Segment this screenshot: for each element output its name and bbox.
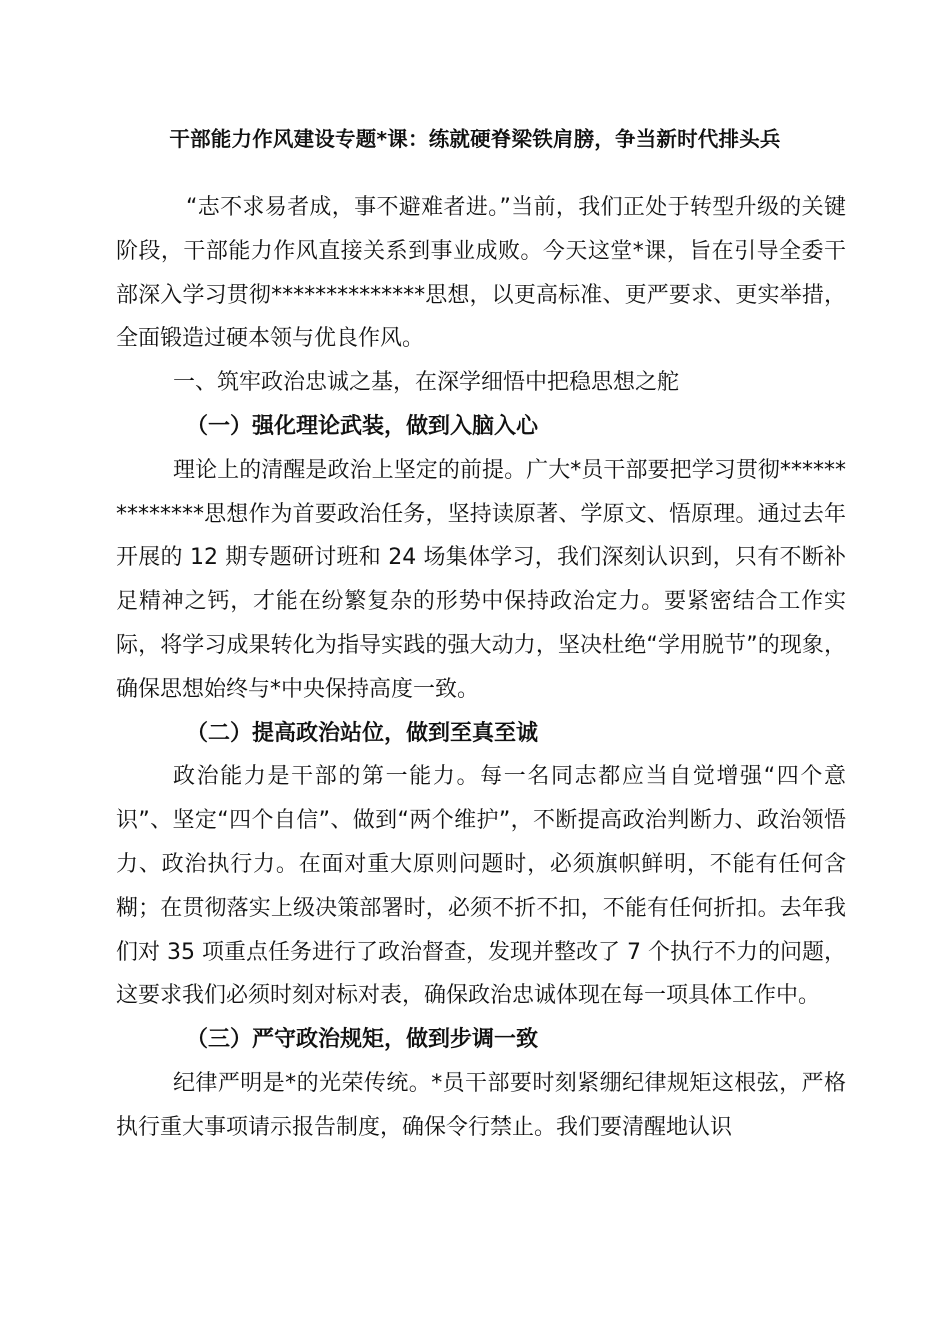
document-body [116, 186, 846, 1150]
subsection-1-heading: （一）强化理论武装，做到入脑入心 [186, 413, 539, 439]
subsection-3-paragraph: 纪律严明是*的光荣传统。*员干部要时刻紧绷纪律规矩这根弦，严格执行重大事项请示报告制度，确保令行禁止。我们要清醒地认识 [116, 1070, 846, 1140]
subsection-3-heading: （三）严守政治规矩，做到步调一致 [186, 1027, 539, 1053]
subsection-2-heading: （二）提高政治站位，做到至真至诚 [186, 720, 539, 746]
document-title: 干部能力作风建设专题*课：练就硬脊梁铁肩膀，争当新时代排头兵 [169, 127, 781, 151]
section-1-heading: 一、筑牢政治忠诚之基，在深学细悟中把稳思想之舵 [173, 370, 680, 396]
subsection-1-paragraph: 理论上的清醒是政治上坚定的前提。广大*员干部要把学习贯彻**************思想作为首要政治任务，坚持读原著、学原文、悟原理。通过去年开展的 12 期专题研讨班和 24 场集体学习，我们深刻认识到，只有不断补足精神之钙，才能在纷繁复杂的形势中保持政治定力。要紧密结合工作实际，将学习成果转化为指导实践的强大动力，坚决杜绝“学用脱节”的现象，确保思想始终与*中央保持高度一致。 [116, 457, 846, 702]
subsection-2-paragraph: 政治能力是干部的第一能力。每一名同志都应当自觉增强“四个意识”、坚定“四个自信”、做到“两个维护”，不断提高政治判断力、政治领悟力、政治执行力。在面对重大原则问题时，必须旗帜鲜明，不能有任何含糊；在贯彻落实上级决策部署时，必须不折不扣，不能有任何折扣。去年我们对 35 项重点任务进行了政治督查，发现并整改了 7 个执行不力的问题，这要求我们必须时刻对标对表，确保政治忠诚体现在每一项具体工作中。 [116, 764, 846, 1009]
intro-paragraph: “志不求易者成，事不避难者进。”当前，我们正处于转型升级的关键阶段，干部能力作风直接关系到事业成败。今天这堂*课，旨在引导全委干部深入学习贯彻**************思想，以更高标准、更严要求、更实举措，全面锻造过硬本领与优良作风。 [116, 195, 846, 352]
